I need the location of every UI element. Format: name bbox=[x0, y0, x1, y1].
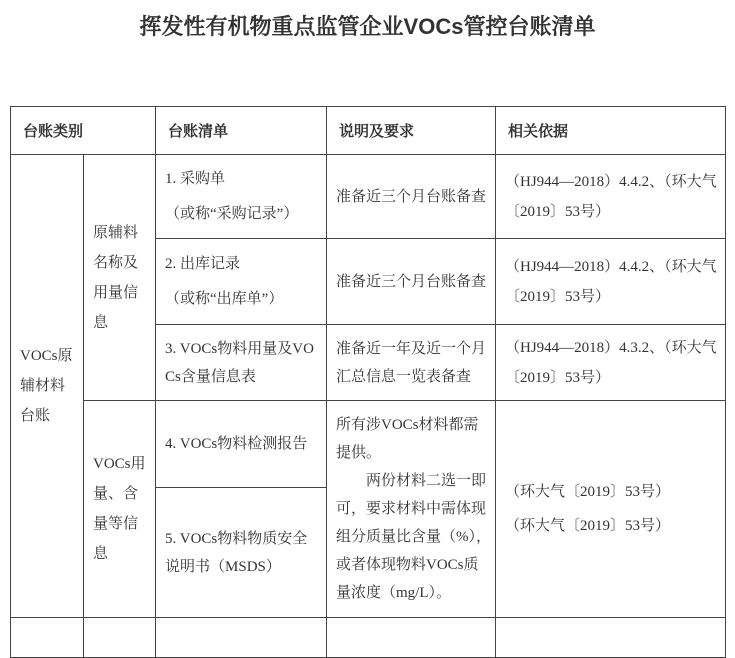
subcategory-cell-raw-material: 原辅料名称及用量信息 bbox=[84, 155, 156, 401]
empty-cell bbox=[84, 618, 156, 658]
requirement-cell-3: 准备近一年及近一个月汇总信息一览表备查 bbox=[327, 325, 496, 401]
basis-cell-1: （HJ944—2018）4.4.2、（环大气〔2019〕53号） bbox=[496, 155, 726, 239]
item-line: 2. 出库记录 bbox=[165, 256, 241, 272]
header-requirement: 说明及要求 bbox=[327, 107, 496, 155]
subcategory-cell-vocs-content: VOCs用量、含量等信息 bbox=[84, 401, 156, 618]
ledger-table bbox=[10, 106, 726, 658]
header-row bbox=[11, 107, 726, 155]
page-title: 挥发性有机物重点监管企业VOCs管控台账清单 bbox=[139, 14, 596, 39]
header-list: 台账清单 bbox=[156, 107, 327, 155]
empty-cell bbox=[11, 618, 84, 658]
basis-cell-merged bbox=[496, 401, 726, 618]
basis-cell-3: （HJ944—2018）4.3.2、（环大气〔2019〕53号） bbox=[496, 325, 726, 401]
basis-line: （环大气〔2019〕53号） bbox=[505, 518, 671, 534]
document-page bbox=[0, 14, 735, 625]
item-line: 3. VOCs物料用量及VOCs含量信息表 bbox=[165, 340, 314, 385]
basis-cell-2: （HJ944—2018）4.4.2、（环大气〔2019〕53号） bbox=[496, 239, 726, 325]
table-row bbox=[11, 401, 726, 488]
item-line: 5. VOCs物料物质安全说明书（MSDS） bbox=[165, 530, 308, 575]
category-cell: VOCs原辅材料台账 bbox=[11, 155, 84, 618]
requirement-cell-2: 准备近三个月台账备查 bbox=[327, 239, 496, 325]
item-line: 1. 采购单 bbox=[165, 171, 226, 187]
empty-cell bbox=[156, 618, 327, 658]
requirement-paragraph: 所有涉VOCs材料都需提供。 bbox=[336, 417, 479, 461]
empty-cell bbox=[327, 618, 496, 658]
item-line: （或称“采购记录”） bbox=[165, 206, 299, 222]
header-category: 台账类别 bbox=[11, 107, 156, 155]
item-cell-4 bbox=[156, 401, 327, 488]
item-cell-5 bbox=[156, 488, 327, 618]
requirement-paragraph: 两份材料二选一即可，要求材料中需体现组分质量比含量（%），或者体现物料VOCs质量浓度（mg/L）。 bbox=[336, 473, 492, 601]
basis-line: （环大气〔2019〕53号） bbox=[505, 484, 671, 500]
table-row-cutoff bbox=[11, 618, 726, 658]
requirement-cell-1: 准备近三个月台账备查 bbox=[327, 155, 496, 239]
item-cell-2 bbox=[156, 239, 327, 325]
requirement-cell-merged bbox=[327, 401, 496, 618]
table-row bbox=[11, 155, 726, 239]
item-line: 4. VOCs物料检测报告 bbox=[165, 436, 308, 452]
header-basis: 相关依据 bbox=[496, 107, 726, 155]
item-cell-1 bbox=[156, 155, 327, 239]
item-line: （或称“出库单”） bbox=[165, 291, 284, 307]
empty-cell bbox=[496, 618, 726, 658]
item-cell-3 bbox=[156, 325, 327, 401]
